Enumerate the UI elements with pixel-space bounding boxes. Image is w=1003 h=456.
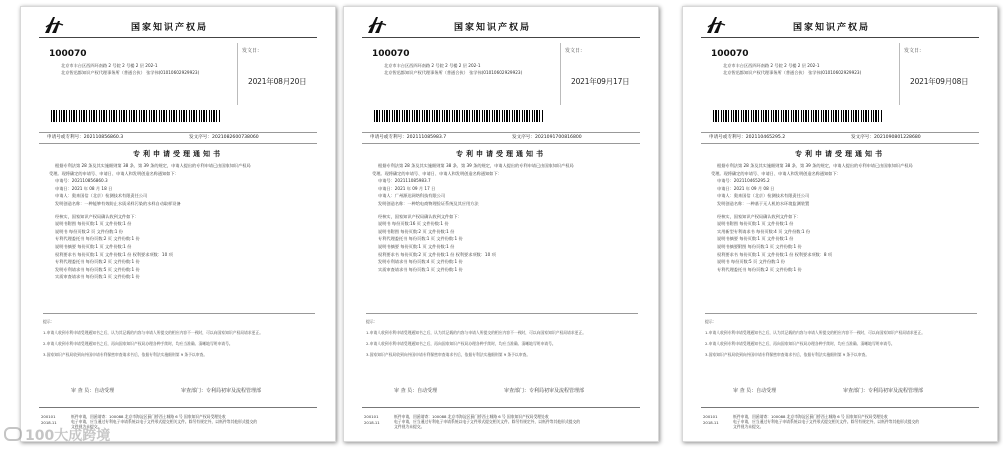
note-item: 1.申请人收到专利申请受理通知书之后，认为其记载的内容与申请人所提交的相应内容不一致时，可以向国家知识产权局请求更正。 [43,330,264,335]
application-number: 申请号或专利号：202111085983.7 [370,135,447,140]
address-line-2: 北京智迅都知识产权代理事务所（普通合伙） 张学伟(01010602929923) [61,70,200,75]
document-item: 说明书摘要 每份页数:1 页 文件份数:1 份 [378,243,455,249]
issue-date-box [237,43,320,105]
mailing-instructions: 纸件申请，回函请寄：100088 北京市海淀区蓟门桥西土城路 6 号 国家知识产权局受理处收 电子申请，应当通过专利电子申请系统以电子文件形式提交相关文件。除另有规定外，以纸件等其他形式提交的 文件视为未提交。 [733,414,920,429]
notes [43,313,315,360]
document-item: 权利要求书 每份页数:1 页 文件份数:1 份 权利要求项数：10 项 [55,251,173,257]
note-item: 2.申请人收到专利申请受理通知书之后，再向国家知识产权局办理各种手续时，均应当准确、清晰地写明申请号。 [366,341,556,346]
examiner: 审 查 员：自动受理 [71,388,115,394]
field-application-number: 申请号：202110465295.2 [717,178,770,184]
document-item: 专利代理委托书 每份页数:1 页 文件份数:1 份 [378,236,463,242]
issue-date-label: 发文日： [565,48,586,54]
document-serial: 发文序号：2021090801228680 [851,135,921,140]
documents-heading: 经核实，国家知识产权局确认收到文件如下： [378,213,462,219]
document-item: 说明书摘要 每份页数:1 页 文件份数:1 份 [55,243,132,249]
form-code: 200101 2018.11 [41,414,57,425]
mailing-instructions: 纸件申请，回函请寄：100088 北京市海淀区蓟门桥西土城路 6 号 国家知识产权局受理处收 电子申请，应当通过专利电子申请系统以电子文件形式提交相关文件。除另有规定外，以纸件等其他形式提交的 文件视为未提交。 [394,414,581,429]
notice-document-3 [682,6,998,442]
notes [366,313,638,360]
recipient-address [384,62,554,76]
form-code: 200101 2018.11 [364,414,380,425]
document-item: 专利代理委托书 每份页数:2 页 文件份数:1 份 [55,259,140,265]
barcode [374,110,544,122]
notice-body [372,162,634,273]
document-item: 说明书附图 每份页数:1 页 文件份数:1 份 [55,221,132,227]
issue-date-box [560,43,643,105]
examiner: 审 查 员：自动受理 [394,388,438,394]
document-footer [362,407,640,436]
document-header [344,13,658,39]
intro-line-2: 受理。现将确定的申请号、申请日、申请人和发明创造名称通知如下： [711,170,841,176]
note-item: 3.国家知识产权局收到向外国申请专利保密审查请求书后，依据专利法实施细则第 9 条予以审查。 [43,352,208,357]
document-header [21,13,335,39]
cnipa-logo-icon [705,15,727,35]
document-item: 权利要求书 每份页数:2 页 文件份数:1 份 权利要求项数：10 项 [378,251,496,257]
notice-title: 专利申请受理通知书 [133,150,223,158]
id-row [701,132,979,144]
header-rule [362,37,640,38]
address-line-1: 北京市丰台区西四环南路 2 号院 2 号楼 2 层 202-1 [61,63,158,68]
cnipa-logo-icon [43,15,65,35]
id-row [362,132,640,144]
document-header [683,13,997,39]
postal-code: 100070 [711,49,749,59]
document-item: 说明书附图 每份页数:1 页 文件份数:1 份 [717,221,794,227]
header-rule [39,37,317,38]
barcode [51,110,221,122]
field-application-number: 申请号：202111085983.7 [378,178,431,184]
document-item: 实质审查请求书 每份页数:1 页 文件份数:1 份 [378,266,463,272]
document-item: 实用新型专利请求书 每份页数:4 页 文件份数:1 份 [717,228,811,234]
notice-body [711,162,973,273]
note-item: 1.申请人收到专利申请受理通知书之后，认为其记载的内容与申请人所提交的相应内容不一致时，可以向国家知识产权局请求更正。 [705,330,926,335]
notice-title: 专利申请受理通知书 [456,150,546,158]
intro-line-1: 根据专利法第 28 条及其实施细则第 38 条、第 39 条的规定，申请人提出的专利申请已由国家知识产权局 [378,163,574,168]
recipient-address [61,62,231,76]
examining-department: 审查部门：专利局初审及流程管理部 [504,388,585,394]
issue-date-label: 发文日： [904,48,925,54]
document-item: 发明专利请求书 每份页数:4 页 文件份数:1 份 [378,259,463,265]
field-application-date: 申请日：2021 年 08 月 18 日 [55,185,113,191]
application-number: 申请号或专利号：202110465295.2 [709,135,786,140]
note-item: 1.申请人收到专利申请受理通知书之后，认为其记载的内容与申请人所提交的相应内容不一致时，可以向国家知识产权局请求更正。 [366,330,587,335]
id-row [39,132,317,144]
field-applicant: 申请人：广州源达网络科技有限公司 [378,193,446,199]
postal-code: 100070 [49,49,87,59]
intro-line-1: 根据专利法第 28 条及其实施细则第 38 条、第 39 条的规定，申请人提出的专利申请已由国家知识产权局 [717,163,913,168]
notice-body [49,162,311,281]
note-item: 3.国家知识产权局收到向外国申请专利保密审查请求书后，依据专利法实施细则第 9 条予以审查。 [366,352,531,357]
notes-heading: 提示： [43,319,55,324]
field-invention-name: 发明创造名称：一种给电商物理验证系统及其应用方法 [378,200,479,206]
office-name: 国家知识产权局 [454,23,532,33]
document-footer [701,407,979,436]
address-line-1: 北京市丰台区西四环南路 2 号院 2 号楼 2 层 202-1 [723,63,820,68]
document-item: 说明书 每份页数:16 页 文件份数:1 份 [378,221,449,227]
header-rule [701,37,979,38]
document-item: 实质审查请求书 每份页数:1 页 文件份数:1 份 [55,274,140,280]
document-item: 说明书 每份页数:2 页 文件份数:1 份 [55,228,123,234]
field-applicant: 申请人：奥来国信（北京）检测技术有限责任公司 [55,193,148,199]
notes-heading: 提示： [366,319,378,324]
cnipa-logo-icon [366,15,388,35]
mailing-instructions: 纸件申请，回函请寄：100088 北京市海淀区蓟门桥西土城路 6 号 国家知识产权局受理处收 电子申请，应当通过专利电子申请系统以电子文件形式提交相关文件。除另有规定外，以纸件等其他形式提交的 文件视为未提交。 [71,414,258,429]
field-invention-name: 发明创造名称：一种基于无人机的水环境监测装置 [717,200,810,206]
form-code: 200101 2018.11 [703,414,719,425]
document-item: 专利代理委托书 每份页数:2 页 文件份数:1 份 [717,266,802,272]
document-item: 说明书摘要 每份页数:1 页 文件份数:1 份 [717,236,794,242]
address-line-2: 北京智迅都知识产权代理事务所（普通合伙） 张学伟(01010602929923) [723,70,862,75]
watermark [4,425,110,445]
issue-date-label: 发文日： [242,48,263,54]
document-item: 权利要求书 每份页数:1 页 文件份数:1 份 权利要求项数：8 项 [717,251,833,257]
barcode [713,110,883,122]
intro-line-2: 受理。现将确定的申请号、申请日、申请人和发明创造名称通知如下： [49,170,179,176]
office-name: 国家知识产权局 [793,23,871,33]
document-item: 说明书附图 每份页数:2 页 文件份数:1 份 [378,228,455,234]
watermark-text: 100大成跨境 [25,428,111,444]
watermark-logo-icon [4,427,22,441]
document-item: 说明书 每份页数:5 页 文件份数:1 份 [717,259,785,265]
office-name: 国家知识产权局 [131,23,209,33]
document-item: 说明书摘要附图 每份页数:1 页 文件份数:1 份 [717,243,802,249]
intro-line-2: 受理。现将确定的申请号、申请日、申请人和发明创造名称通知如下： [372,170,502,176]
document-item: 专利代理委托书 每份页数:2 页 文件份数:1 份 [55,236,140,242]
issue-date-box [899,43,982,105]
field-application-number: 申请号：202110856860.3 [55,178,108,184]
note-item: 2.申请人收到专利申请受理通知书之后，再向国家知识产权局办理各种手续时，均应当准确、清晰地写明申请号。 [705,341,895,346]
application-number: 申请号或专利号：202110856860.3 [47,135,124,140]
examiner: 审 查 员：自动受理 [733,388,777,394]
note-item: 3.国家知识产权局收到向外国申请专利保密审查请求书后，依据专利法实施细则第 9 条予以审查。 [705,352,870,357]
postal-code: 100070 [372,49,410,59]
notice-document-1 [20,6,336,442]
field-application-date: 申请日：2021 年 09 月 08 日 [717,185,775,191]
notice-document-2 [343,6,659,442]
field-invention-name: 发明创造名称：一种能够有效防止水质采样污染的水样自动取样设备 [55,200,181,206]
note-item: 2.申请人收到专利申请受理通知书之后，再向国家知识产权局办理各种手续时，均应当准确、清晰地写明申请号。 [43,341,233,346]
issue-date-stamp: 2021年08月20日 [248,77,307,86]
document-serial: 发文序号：2021091700816800 [512,135,582,140]
issue-date-stamp: 2021年09月17日 [571,77,630,86]
address-line-1: 北京市丰台区西四环南路 2 号院 2 号楼 2 层 202-1 [384,63,481,68]
address-line-2: 北京智迅都知识产权代理事务所（普通合伙） 张学伟(01010602929923) [384,70,523,75]
examining-department: 审查部门：专利局初审及流程管理部 [181,388,262,394]
field-applicant: 申请人：奥来国信（北京）检测技术有限责任公司 [717,193,810,199]
notes [705,313,977,360]
document-serial: 发文序号：2021082600738060 [189,135,259,140]
issue-date-stamp: 2021年09月08日 [910,77,969,86]
notice-title: 专利申请受理通知书 [795,150,885,158]
documents-heading: 经核实，国家知识产权局确认收到文件如下： [717,213,801,219]
intro-line-1: 根据专利法第 28 条及其实施细则第 38 条、第 39 条的规定，申请人提出的专利申请已由国家知识产权局 [55,163,251,168]
recipient-address [723,62,893,76]
document-item: 发明专利请求书 每份页数:5 页 文件份数:1 份 [55,266,140,272]
notes-heading: 提示： [705,319,717,324]
documents-heading: 经核实，国家知识产权局确认收到文件如下： [55,213,139,219]
field-application-date: 申请日：2021 年 09 月 17 日 [378,185,436,191]
examining-department: 审查部门：专利局初审及流程管理部 [843,388,924,394]
